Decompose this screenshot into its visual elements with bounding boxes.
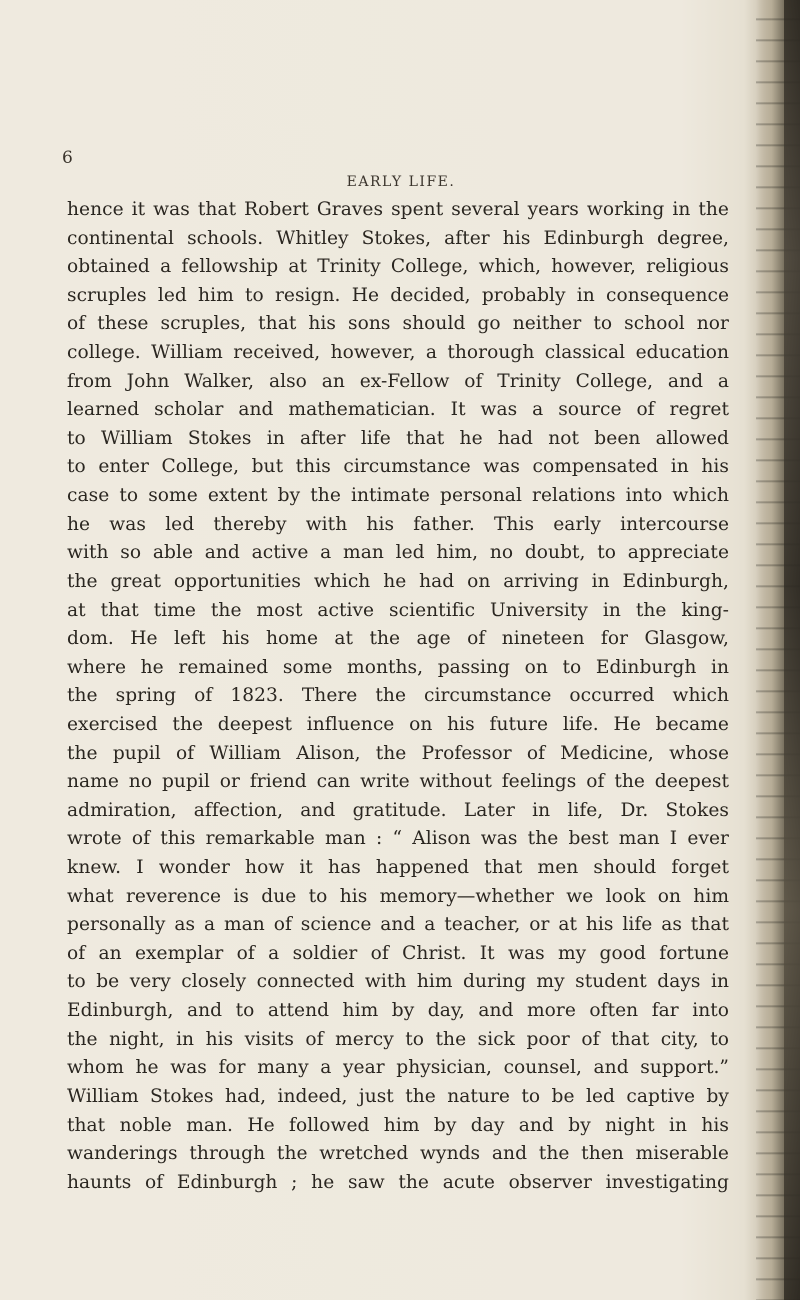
text-line: name no pupil or friend can write without feelings of the deepest: [67, 771, 729, 793]
text-line: wanderings through the wretched wynds and the then miserable: [67, 1143, 729, 1165]
text-line: the night, in his visits of mercy to the sick poor of that city, to: [67, 1028, 729, 1050]
text-line: exercised the deepest influence on his future life. He became: [67, 713, 729, 735]
text-line: with so able and active a man led him, no doubt, to appreciate: [67, 542, 729, 564]
text-line: the spring of 1823. There the circumstance occurred which: [67, 685, 729, 707]
text-line: the pupil of William Alison, the Professor of Medicine, whose: [67, 742, 729, 764]
text-line: from John Walker, also an ex-Fellow of Trinity College, and a: [67, 370, 729, 392]
text-line: to enter College, but this circumstance was compensated in his: [67, 456, 729, 478]
text-line: hence it was that Robert Graves spent several years working in the: [67, 199, 729, 220]
text-line: where he remained some months, passing on to Edinburgh in: [67, 656, 729, 678]
text-line: whom he was for many a year physician, counsel, and support.”: [67, 1057, 729, 1079]
text-line: dom. He left his home at the age of nineteen for Glasgow,: [67, 628, 729, 650]
text-line: wrote of this remarkable man : “ Alison was the best man I ever: [67, 828, 729, 850]
page-number: 6: [62, 148, 73, 168]
text-line: William Stokes had, indeed, just the nature to be led captive by: [67, 1085, 729, 1107]
body-text: [67, 196, 729, 1197]
text-line: learned scholar and mathematician. It was a source of regret: [67, 399, 729, 421]
text-line: college. William received, however, a thorough classical education: [67, 342, 729, 364]
text-line: to William Stokes in after life that he had not been allowed: [67, 427, 729, 449]
text-line: the great opportunities which he had on arriving in Edinburgh,: [67, 570, 729, 592]
text-line: at that time the most active scientific University in the king-: [67, 599, 729, 621]
text-line: continental schools. Whitley Stokes, after his Edinburgh degree,: [67, 227, 729, 249]
text-line: obtained a fellowship at Trinity College, which, however, religious: [67, 256, 729, 278]
text-line: he was led thereby with his father. This early intercourse: [67, 513, 729, 535]
text-line: what reverence is due to his memory—whether we look on him: [67, 885, 729, 907]
text-line: that noble man. He followed him by day and by night in his: [67, 1114, 729, 1136]
text-line: Edinburgh, and to attend him by day, and more often far into: [67, 1000, 729, 1022]
running-head: [0, 174, 800, 190]
text-line: knew. I wonder how it has happened that men should forget: [67, 857, 729, 879]
text-line: case to some extent by the intimate personal relations into which: [67, 485, 729, 507]
text-line: admiration, affection, and gratitude. Later in life, Dr. Stokes: [67, 799, 729, 821]
text-line: to be very closely connected with him during my student days in: [67, 971, 729, 993]
running-head-text: EARLY LIFE.: [346, 174, 456, 190]
text-line: personally as a man of science and a teacher, or at his life as that: [67, 914, 729, 936]
text-line: haunts of Edinburgh ; he saw the acute observer investigating: [67, 1171, 729, 1193]
text-line: of these scruples, that his sons should go neither to school nor: [67, 313, 729, 335]
text-line: scruples led him to resign. He decided, probably in consequence: [67, 284, 729, 306]
page-edge-binding: [784, 0, 800, 1300]
text-line: of an exemplar of a soldier of Christ. It was my good fortune: [67, 942, 729, 964]
